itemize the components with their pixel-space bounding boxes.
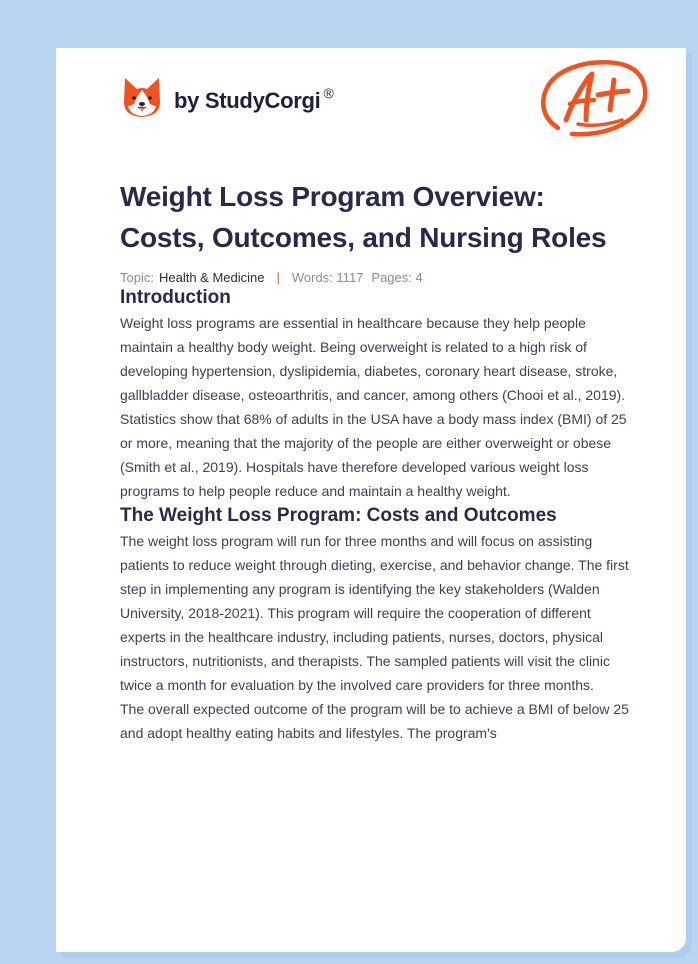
page-header	[56, 48, 686, 168]
topic-link[interactable]: Health & Medicine	[158, 270, 265, 285]
document-card	[56, 48, 686, 952]
program-paragraph: The weight loss program will run for three months and will focus on assisting patients to reduce weight through dieting, exercise, and behavior change. The first step in implementing any program is identifying the key stakeholders (Walden University, 2018-2021). This program will require the cooperation of different experts in the healthcare industry, including patients, nurses, doctors, physical instructors, nutritionists, and therapists. The sampled patients will visit the clinic twice a month for evaluation by the involved care providers for three months.	[120, 533, 629, 693]
document-content	[120, 176, 634, 745]
section-heading-introduction: Introduction	[120, 287, 231, 308]
outcome-paragraph: The overall expected outcome of the program will be to achieve a BMI of below 25 and adopt healthy eating habits and lifestyles. The program's	[120, 701, 629, 741]
corgi-face-icon	[122, 76, 162, 120]
word-count: Words: 1117	[291, 270, 364, 285]
registered-mark: ®	[323, 85, 334, 101]
page-title: Weight Loss Program Overview: Costs, Outcomes, and Nursing Roles	[120, 181, 607, 253]
section-heading-costs-outcomes: The Weight Loss Program: Costs and Outcomes	[120, 505, 557, 526]
document-meta	[120, 270, 634, 285]
brand-link[interactable]	[122, 76, 333, 120]
brand-name: by StudyCorgi ®	[174, 85, 334, 113]
introduction-paragraph: Weight loss programs are essential in healthcare because they help people maintain a healthy body weight. Being overweight is related to a high risk of developing hypertension, dyslipidemia, diabetes, coronary heart disease, stroke, gallbladder disease, osteoarthritis, and cancer, among others (Chooi et al., 2019). Statistics show that 68% of adults in the USA have a body mass index (BMI) of 25 or more, meaning that the majority of the people are either overweight or obese (Smith et al., 2019). Hospitals have therefore developed various weight loss programs to help people reduce and maintain a healthy weight.	[120, 315, 627, 499]
topic-label: Topic:	[120, 270, 154, 285]
a-plus-circle-icon	[538, 58, 650, 140]
meta-separator: |	[276, 270, 280, 285]
page-count: Pages: 4	[371, 270, 423, 285]
